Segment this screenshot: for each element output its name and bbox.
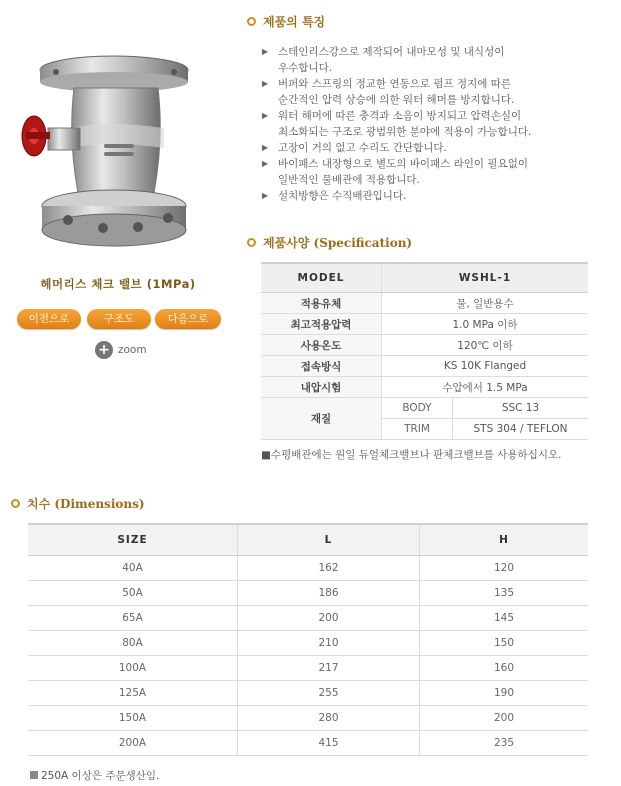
- triangle-right-icon: ▶: [262, 111, 269, 120]
- triangle-right-icon: ▶: [262, 159, 269, 168]
- feature-item: ▶ 설치방향은 수직배관입니다.: [262, 190, 407, 202]
- feature-item: ▶ 고장이 거의 없고 수리도 간단합니다.: [262, 142, 447, 154]
- dimensions-title-text: 치수 (Dimensions): [27, 497, 145, 511]
- dimensions-note: 250A 이상은 주문생산임.: [30, 768, 159, 783]
- spec-material-row: 재질 BODY SSC 13: [261, 398, 588, 419]
- plus-icon: +: [95, 341, 113, 359]
- spec-title: [247, 234, 412, 251]
- triangle-right-icon: ▶: [262, 79, 269, 88]
- feature-item: ▶ 워터 해머에 따른 충격과 소음이 방지되고 압력손실이 최소화되는 구조로 광범위한 분야에 적용이 가능합니다.: [262, 110, 532, 138]
- dimensions-table: [28, 523, 588, 756]
- table-row: 65A 200 145: [28, 606, 588, 631]
- structure-button[interactable]: 구조도: [87, 309, 151, 329]
- table-row: 100A 217 160: [28, 656, 588, 681]
- bullet-circle-icon: [247, 17, 256, 26]
- spec-title-text: 제품사양 (Specification): [263, 236, 413, 250]
- product-image: [8, 28, 228, 278]
- spec-header-value: WSHL-1: [382, 263, 589, 293]
- spec-row: 최고적용압력 1.0 MPa 이하: [261, 314, 588, 335]
- spec-row: 내압시험 수압에서 1.5 MPa: [261, 377, 588, 398]
- table-row: 150A 280 200: [28, 706, 588, 731]
- spec-row: 사용온도 120℃ 이하: [261, 335, 588, 356]
- triangle-right-icon: ▶: [262, 47, 269, 56]
- spec-material-row: TRIM STS 304 / TEFLON: [261, 419, 588, 440]
- triangle-right-icon: ▶: [262, 143, 269, 152]
- table-row: 50A 186 135: [28, 581, 588, 606]
- zoom-button[interactable]: [95, 341, 147, 359]
- table-row: 80A 210 150: [28, 631, 588, 656]
- table-row: 200A 415 235: [28, 731, 588, 756]
- spec-note: ■수평배관에는 원일 듀얼체크밸브나 판체크밸브를 사용하십시오.: [261, 449, 562, 461]
- dimensions-header-row: SIZE L H: [28, 524, 588, 556]
- table-row: 125A 255 190: [28, 681, 588, 706]
- dimensions-title: [11, 495, 145, 512]
- prev-button[interactable]: 이전으로: [17, 309, 81, 329]
- features-title: [247, 13, 325, 30]
- square-bullet-icon: [30, 771, 38, 779]
- features-list: [262, 44, 607, 204]
- spec-row: 적용유체 물, 일반용수: [261, 293, 588, 314]
- bullet-circle-icon: [247, 238, 256, 247]
- feature-item: ▶ 바이패스 내장형으로 별도의 바이패스 라인이 필요없이 일반적인 물배관에 적용합니다.: [262, 158, 528, 186]
- feature-item: ▶ 스테인리스강으로 제작되어 내마모성 및 내식성이 우수합니다.: [262, 46, 505, 74]
- bullet-circle-icon: [11, 499, 20, 508]
- product-name: 헤머리스 체크 밸브 (1MPa): [40, 277, 196, 291]
- spec-header-label: MODEL: [261, 263, 382, 293]
- spec-row: 접속방식 KS 10K Flanged: [261, 356, 588, 377]
- triangle-right-icon: ▶: [262, 191, 269, 200]
- spec-header-row: [261, 263, 588, 293]
- table-row: 40A 162 120: [28, 556, 588, 581]
- spec-table: [261, 262, 588, 440]
- zoom-label: zoom: [118, 344, 147, 356]
- feature-item: ▶ 버퍼와 스프링의 정교한 연동으로 펌프 정지에 따른 순간적인 압력 상승에 의한 워터 해머를 방지합니다.: [262, 78, 515, 106]
- features-title-text: 제품의 특징: [263, 15, 326, 29]
- next-button[interactable]: 다음으로: [155, 309, 221, 329]
